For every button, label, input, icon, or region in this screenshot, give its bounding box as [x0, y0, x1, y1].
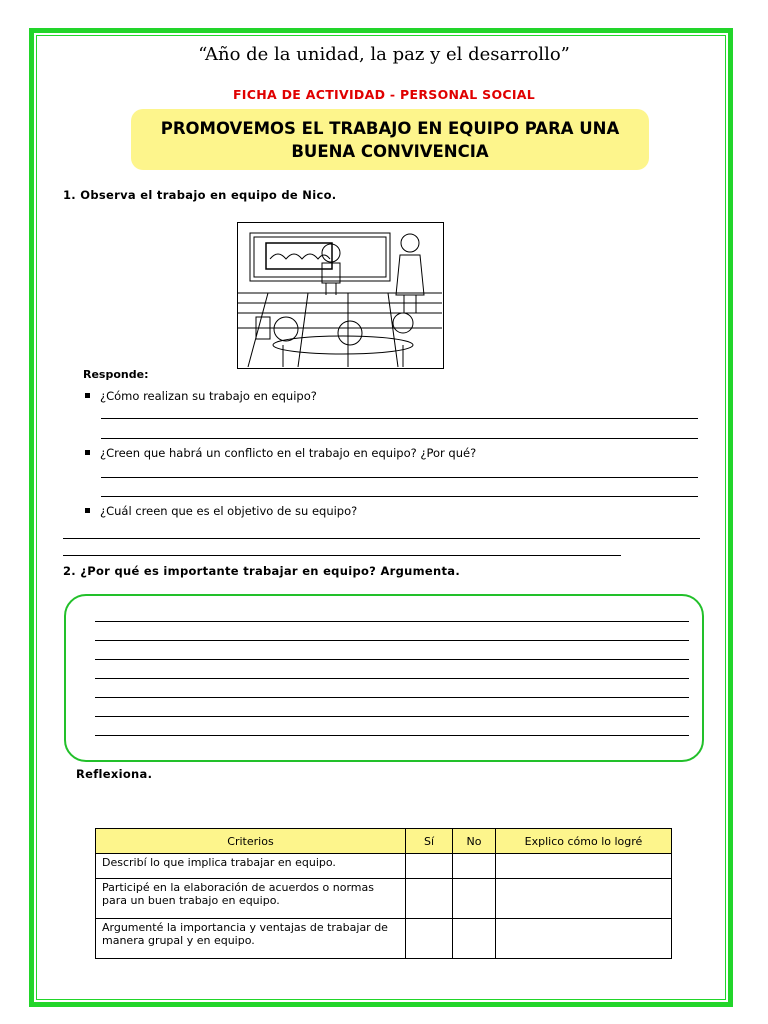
reflexiona-label: Reflexiona. [76, 767, 153, 781]
answer-line[interactable] [95, 621, 689, 622]
answer-line[interactable] [101, 438, 698, 439]
header-si: Sí [406, 829, 453, 854]
bullet-1-text: ¿Cómo realizan su trabajo en equipo? [100, 389, 317, 403]
table-row [96, 879, 672, 919]
answer-line[interactable] [95, 697, 689, 698]
year-motto: “Año de la unidad, la paz y el desarrollo” [198, 44, 570, 65]
bullet-square-icon [85, 508, 90, 513]
header-no: No [453, 829, 496, 854]
answer-line[interactable] [95, 735, 689, 736]
classroom-illustration [237, 222, 444, 369]
no-cell[interactable] [453, 919, 496, 959]
bullet-3 [85, 504, 357, 518]
bullet-square-icon [85, 393, 90, 398]
bullet-square-icon [85, 450, 90, 455]
header-criterios: Criterios [96, 829, 406, 854]
title-line-2: BUENA CONVIVENCIA [291, 142, 489, 161]
answer-line[interactable] [63, 538, 700, 539]
table-row [96, 854, 672, 879]
table-row [96, 919, 672, 959]
criterion-cell: Participé en la elaboración de acuerdos o normas para un buen trabajo en equipo. [96, 879, 406, 919]
criteria-table [95, 828, 672, 959]
no-cell[interactable] [453, 854, 496, 879]
classroom-drawing [238, 223, 442, 367]
ficha-label: FICHA DE ACTIVIDAD - PERSONAL SOCIAL [232, 87, 536, 102]
title-line-1: PROMOVEMOS EL TRABAJO EN EQUIPO PARA UNA [160, 119, 620, 138]
question-2: 2. ¿Por qué es importante trabajar en equipo? Argumenta. [63, 564, 461, 578]
si-cell[interactable] [406, 879, 453, 919]
answer-line[interactable] [95, 640, 689, 641]
no-cell[interactable] [453, 879, 496, 919]
explico-cell[interactable] [496, 879, 672, 919]
answer-line[interactable] [95, 678, 689, 679]
answer-line[interactable] [95, 716, 689, 717]
explico-cell[interactable] [496, 854, 672, 879]
answer-line[interactable] [95, 659, 689, 660]
explico-cell[interactable] [496, 919, 672, 959]
answer-line[interactable] [101, 477, 698, 478]
question-1: 1. Observa el trabajo en equipo de Nico. [63, 188, 337, 202]
bullet-2 [85, 446, 476, 460]
bullet-1 [85, 389, 317, 403]
bullet-3-text: ¿Cuál creen que es el objetivo de su equipo? [100, 504, 358, 518]
criterion-cell: Describí lo que implica trabajar en equipo. [96, 854, 406, 879]
si-cell[interactable] [406, 919, 453, 959]
responde-label: Responde: [83, 368, 149, 381]
si-cell[interactable] [406, 854, 453, 879]
answer-line[interactable] [101, 496, 698, 497]
title-box [131, 109, 649, 170]
answer-line[interactable] [63, 555, 621, 556]
answer-line[interactable] [101, 418, 698, 419]
header-explico: Explico cómo lo logré [496, 829, 672, 854]
table-header-row [96, 829, 672, 854]
criterion-cell: Argumenté la importancia y ventajas de trabajar de manera grupal y en equipo. [96, 919, 406, 959]
bullet-2-text: ¿Creen que habrá un conflicto en el trabajo en equipo? ¿Por qué? [100, 446, 477, 460]
